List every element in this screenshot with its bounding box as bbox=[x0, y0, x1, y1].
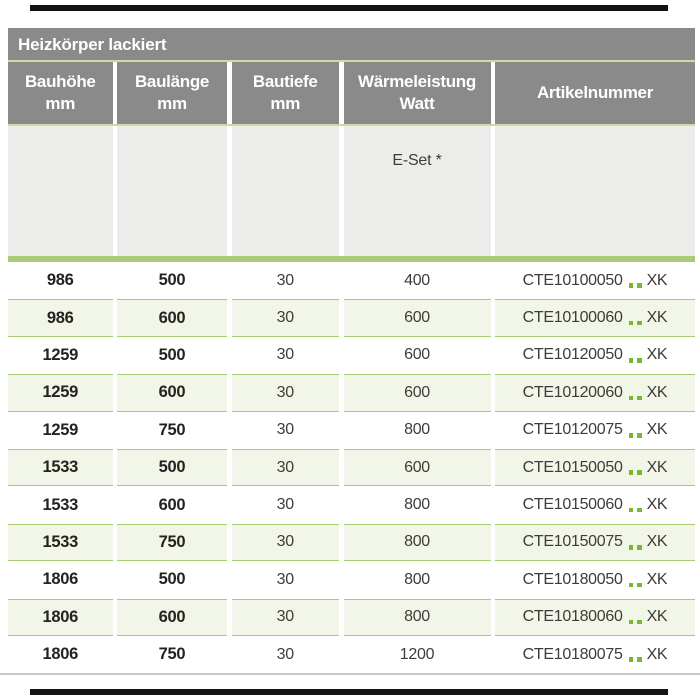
cell-bauhoehe: 1259 bbox=[8, 337, 113, 374]
table-row bbox=[8, 524, 695, 561]
artikelnummer-value bbox=[523, 309, 668, 327]
artikelnummer-value bbox=[523, 608, 668, 626]
cell-artikelnummer bbox=[495, 374, 695, 411]
artikelnummer-prefix: CTE10180060 bbox=[522, 608, 623, 626]
color-code-dots-icon bbox=[629, 278, 642, 283]
subheader-cell-baulaenge bbox=[117, 126, 227, 256]
col-header-unit: mm bbox=[157, 94, 187, 113]
cell-bautiefe: 30 bbox=[232, 449, 340, 486]
col-header-label: Bauhöhe bbox=[24, 72, 96, 91]
col-header-label: Artikelnummer bbox=[536, 83, 654, 102]
table-row bbox=[8, 449, 695, 486]
cell-waermeleistung: 800 bbox=[344, 599, 491, 636]
artikelnummer-prefix: CTE10150060 bbox=[522, 496, 623, 514]
artikelnummer-prefix: CTE10150050 bbox=[522, 458, 623, 476]
cell-baulaenge: 500 bbox=[117, 449, 227, 486]
cell-artikelnummer bbox=[495, 262, 695, 299]
cell-artikelnummer bbox=[495, 412, 695, 449]
green-dot-icon bbox=[637, 433, 642, 438]
color-code-dots-icon bbox=[629, 353, 642, 358]
cell-waermeleistung: 600 bbox=[344, 337, 491, 374]
col-header-label: Wärmeleistung bbox=[358, 72, 476, 91]
cell-bauhoehe: 986 bbox=[8, 262, 113, 299]
green-dot-icon bbox=[637, 583, 642, 588]
bottom-black-rule bbox=[30, 689, 668, 695]
green-dot-icon bbox=[637, 396, 642, 401]
cell-artikelnummer bbox=[495, 561, 695, 598]
cell-bauhoehe: 1259 bbox=[8, 374, 113, 411]
cell-artikelnummer bbox=[495, 524, 695, 561]
table-title: Heizkörper lackiert bbox=[8, 28, 695, 60]
artikelnummer-suffix: XK bbox=[646, 309, 668, 327]
cell-baulaenge: 500 bbox=[117, 262, 227, 299]
cell-artikelnummer bbox=[495, 599, 695, 636]
cell-bautiefe: 30 bbox=[232, 337, 340, 374]
cell-waermeleistung: 600 bbox=[344, 449, 491, 486]
cell-waermeleistung: 600 bbox=[344, 299, 491, 336]
col-header-unit: mm bbox=[270, 94, 301, 113]
artikelnummer-value bbox=[523, 346, 668, 364]
green-dot-icon bbox=[629, 396, 634, 401]
green-dot-icon bbox=[629, 545, 634, 550]
artikelnummer-prefix: CTE10100050 bbox=[522, 271, 623, 289]
artikelnummer-suffix: XK bbox=[646, 421, 668, 439]
green-dot-icon bbox=[637, 283, 642, 288]
top-black-rule bbox=[30, 5, 668, 11]
eset-label: E-Set * bbox=[392, 152, 442, 169]
cell-baulaenge: 600 bbox=[117, 486, 227, 523]
col-header-waermeleistung bbox=[344, 62, 491, 124]
artikelnummer-suffix: XK bbox=[646, 346, 668, 364]
artikelnummer-prefix: CTE10180075 bbox=[522, 645, 623, 663]
color-code-dots-icon bbox=[629, 503, 642, 508]
color-code-dots-icon bbox=[629, 316, 642, 321]
col-header-bauhoehe bbox=[8, 62, 113, 124]
cell-baulaenge: 750 bbox=[117, 636, 227, 673]
color-code-dots-icon bbox=[629, 578, 642, 583]
subheader-cell-bautiefe bbox=[232, 126, 340, 256]
artikelnummer-value bbox=[523, 272, 668, 290]
cell-bauhoehe: 1806 bbox=[8, 561, 113, 598]
table-row bbox=[8, 299, 695, 336]
cell-bauhoehe: 1533 bbox=[8, 449, 113, 486]
cell-baulaenge: 750 bbox=[117, 524, 227, 561]
color-code-dots-icon bbox=[629, 540, 642, 545]
artikelnummer-suffix: XK bbox=[646, 570, 668, 588]
cell-waermeleistung: 800 bbox=[344, 486, 491, 523]
cell-waermeleistung: 800 bbox=[344, 412, 491, 449]
table-row bbox=[8, 599, 695, 636]
color-code-dots-icon bbox=[629, 465, 642, 470]
color-code-dots-icon bbox=[629, 615, 642, 620]
green-dot-icon bbox=[629, 657, 634, 662]
green-dot-icon bbox=[629, 358, 634, 363]
cell-baulaenge: 600 bbox=[117, 299, 227, 336]
cell-baulaenge: 500 bbox=[117, 561, 227, 598]
cell-bautiefe: 30 bbox=[232, 262, 340, 299]
subheader-row bbox=[8, 126, 695, 256]
cell-waermeleistung: 600 bbox=[344, 374, 491, 411]
color-code-dots-icon bbox=[629, 652, 642, 657]
color-code-dots-icon bbox=[629, 391, 642, 396]
green-dot-icon bbox=[637, 508, 642, 513]
table-row bbox=[8, 561, 695, 598]
green-dot-icon bbox=[629, 321, 634, 326]
table-row bbox=[8, 262, 695, 299]
artikelnummer-suffix: XK bbox=[646, 458, 668, 476]
artikelnummer-value bbox=[523, 384, 668, 402]
subheader-cell-artikelnummer bbox=[495, 126, 695, 256]
cell-bauhoehe: 1533 bbox=[8, 486, 113, 523]
artikelnummer-value bbox=[523, 421, 668, 439]
subheader-cell-eset bbox=[344, 126, 491, 256]
col-header-baulaenge bbox=[117, 62, 227, 124]
table-row bbox=[8, 636, 695, 673]
cell-bauhoehe: 1533 bbox=[8, 524, 113, 561]
cell-bautiefe: 30 bbox=[232, 636, 340, 673]
cell-bauhoehe: 986 bbox=[8, 299, 113, 336]
cell-artikelnummer bbox=[495, 486, 695, 523]
artikelnummer-value bbox=[523, 533, 668, 551]
table-row bbox=[8, 337, 695, 374]
cell-bautiefe: 30 bbox=[232, 374, 340, 411]
green-dot-icon bbox=[637, 470, 642, 475]
green-dot-icon bbox=[629, 620, 634, 625]
artikelnummer-prefix: CTE10150075 bbox=[522, 533, 623, 551]
artikelnummer-suffix: XK bbox=[646, 533, 668, 551]
cell-waermeleistung: 400 bbox=[344, 262, 491, 299]
artikelnummer-value bbox=[523, 571, 668, 589]
cell-artikelnummer bbox=[495, 337, 695, 374]
cell-artikelnummer bbox=[495, 299, 695, 336]
artikelnummer-value bbox=[523, 459, 668, 477]
cell-bauhoehe: 1259 bbox=[8, 412, 113, 449]
table-bottom-rule bbox=[0, 673, 700, 675]
artikelnummer-value bbox=[523, 496, 668, 514]
artikelnummer-value bbox=[523, 646, 668, 664]
cell-waermeleistung: 1200 bbox=[344, 636, 491, 673]
green-dot-icon bbox=[629, 583, 634, 588]
green-dot-icon bbox=[629, 508, 634, 513]
artikelnummer-prefix: CTE10120060 bbox=[522, 383, 623, 401]
green-dot-icon bbox=[629, 433, 634, 438]
header-row bbox=[8, 62, 695, 124]
green-dot-icon bbox=[629, 283, 634, 288]
data-rows bbox=[8, 262, 695, 673]
cell-baulaenge: 750 bbox=[117, 412, 227, 449]
artikelnummer-suffix: XK bbox=[646, 383, 668, 401]
artikelnummer-suffix: XK bbox=[646, 608, 668, 626]
artikelnummer-prefix: CTE10180050 bbox=[522, 570, 623, 588]
artikelnummer-suffix: XK bbox=[646, 496, 668, 514]
green-dot-icon bbox=[637, 321, 642, 326]
cell-artikelnummer bbox=[495, 449, 695, 486]
table-row bbox=[8, 486, 695, 523]
col-header-label: Baulänge bbox=[134, 72, 210, 91]
cell-bautiefe: 30 bbox=[232, 524, 340, 561]
cell-bauhoehe: 1806 bbox=[8, 599, 113, 636]
col-header-bautiefe bbox=[232, 62, 340, 124]
col-header-unit: Watt bbox=[399, 94, 435, 113]
cell-bautiefe: 30 bbox=[232, 561, 340, 598]
cell-bautiefe: 30 bbox=[232, 599, 340, 636]
cell-bauhoehe: 1806 bbox=[8, 636, 113, 673]
cell-bautiefe: 30 bbox=[232, 486, 340, 523]
green-dot-icon bbox=[637, 358, 642, 363]
green-dot-icon bbox=[637, 620, 642, 625]
artikelnummer-prefix: CTE10120050 bbox=[522, 346, 623, 364]
product-table bbox=[8, 28, 695, 675]
cell-artikelnummer bbox=[495, 636, 695, 673]
artikelnummer-prefix: CTE10100060 bbox=[522, 309, 623, 327]
table-row bbox=[8, 374, 695, 411]
cell-baulaenge: 600 bbox=[117, 599, 227, 636]
subheader-cell-bauhoehe bbox=[8, 126, 113, 256]
cell-waermeleistung: 800 bbox=[344, 524, 491, 561]
color-code-dots-icon bbox=[629, 428, 642, 433]
col-header-artikelnummer bbox=[495, 62, 695, 124]
cell-baulaenge: 500 bbox=[117, 337, 227, 374]
table-row bbox=[8, 412, 695, 449]
green-dot-icon bbox=[629, 470, 634, 475]
cell-waermeleistung: 800 bbox=[344, 561, 491, 598]
green-dot-icon bbox=[637, 657, 642, 662]
artikelnummer-suffix: XK bbox=[646, 645, 668, 663]
cell-bautiefe: 30 bbox=[232, 299, 340, 336]
green-dot-icon bbox=[637, 545, 642, 550]
cell-bautiefe: 30 bbox=[232, 412, 340, 449]
artikelnummer-prefix: CTE10120075 bbox=[522, 421, 623, 439]
cell-baulaenge: 600 bbox=[117, 374, 227, 411]
col-header-label: Bautiefe bbox=[252, 72, 318, 91]
artikelnummer-suffix: XK bbox=[646, 271, 668, 289]
col-header-unit: mm bbox=[45, 94, 76, 113]
